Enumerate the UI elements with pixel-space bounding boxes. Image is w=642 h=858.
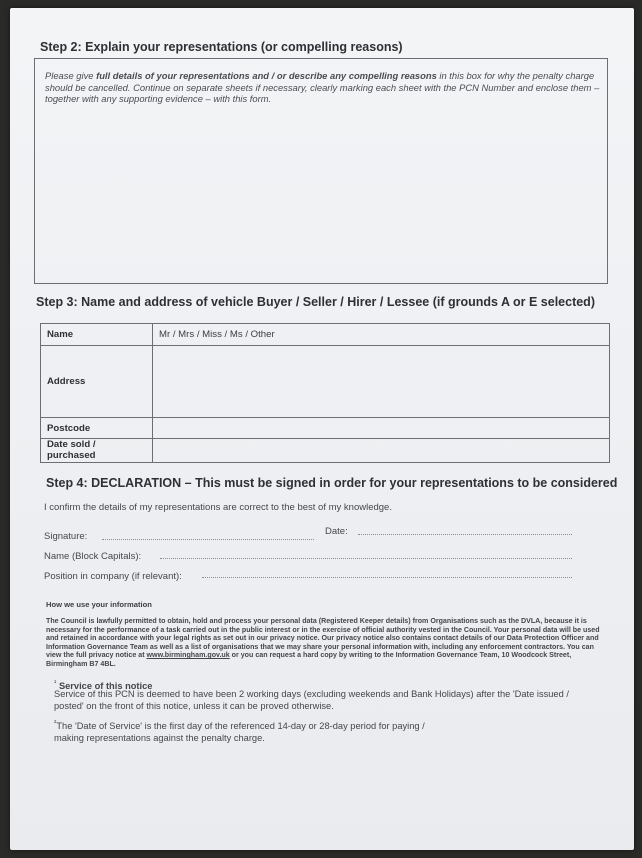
address-label: Address <box>41 346 153 418</box>
postcode-label: Postcode <box>41 418 153 439</box>
footnote-1-heading: $^{^1}$ Service of this notice <box>54 680 153 692</box>
footnote-1-text: Service of this PCN is deemed to have been 2 working days (excluding weekends and Bank Holidays) after the 'Date issued / posted' on the front of this notice, unless it can be proved otherwise. <box>54 689 569 711</box>
representations-box[interactable] <box>34 58 608 284</box>
privacy-notice: The Council is lawfully permitted to obtain, hold and process your personal data (Registered Keeper details) from Organisations such as the DVLA, because it is necessary for the performance of a task carried out in the public interest or in the exercise of official authority vested in the Council. Your personal data will be used and retained in accordance with your legal rights as set out in our privacy notice. Our privacy notice also contains contact details of our Data Protection Officer and Information Governance Team as well as a list of organisations that we may share your personal information with, including any enforcement contractors. You can view the full privacy notice at www.birmingham.gov.uk or you can request a hard copy by writing to the Information Governance Team, 10 Woodcock Street, Birmingham B7 4BL. <box>46 617 600 668</box>
date-line[interactable] <box>358 534 572 535</box>
position-label: Position in company (if relevant): <box>44 571 182 582</box>
privacy-link[interactable]: www.birmingham.gov.uk <box>146 651 230 660</box>
declaration-text: I confirm the details of my representations are correct to the best of my knowledge. <box>44 502 392 513</box>
footnote-2: $^{^2}$The 'Date of Service' is the first day of the referenced 14-day or 28-day period for paying / making representations against the penalty charge. <box>54 720 425 743</box>
step3-heading: Step 3: Name and address of vehicle Buyer / Seller / Hirer / Lessee (if grounds A or E selected) <box>36 295 595 309</box>
representations-instructions: Please give full details of your representations and / or describe any compelling reasons in this box for why the penalty charge should be cancelled. Continue on separate sheets if necessary, clearly marking each sheet with the PCN Number and enclose them – together with any supporting evidence – with this form. <box>45 70 600 104</box>
step4-heading: Step 4: DECLARATION – This must be signed in order for your representations to be considered <box>46 476 618 490</box>
postcode-field[interactable] <box>153 418 610 439</box>
name-field[interactable] <box>153 324 610 346</box>
name-block-line[interactable] <box>160 558 572 559</box>
name-block-label: Name (Block Capitals): <box>44 551 142 562</box>
privacy-heading: How we use your information <box>46 600 152 609</box>
signature-line[interactable] <box>102 539 314 540</box>
step2-heading: Step 2: Explain your representations (or compelling reasons) <box>40 40 403 54</box>
signature-label: Signature: <box>44 531 88 542</box>
name-label: Name <box>41 324 153 346</box>
date-sold-field[interactable] <box>153 439 610 463</box>
date-sold-label: Date sold / purchased <box>41 439 153 463</box>
form-page <box>10 8 634 850</box>
title-options: Mr / Mrs / Miss / Ms / Other <box>159 329 275 340</box>
address-field[interactable] <box>153 346 610 418</box>
position-line[interactable] <box>202 577 572 578</box>
buyer-seller-table <box>40 323 610 463</box>
date-label: Date: <box>325 526 348 537</box>
